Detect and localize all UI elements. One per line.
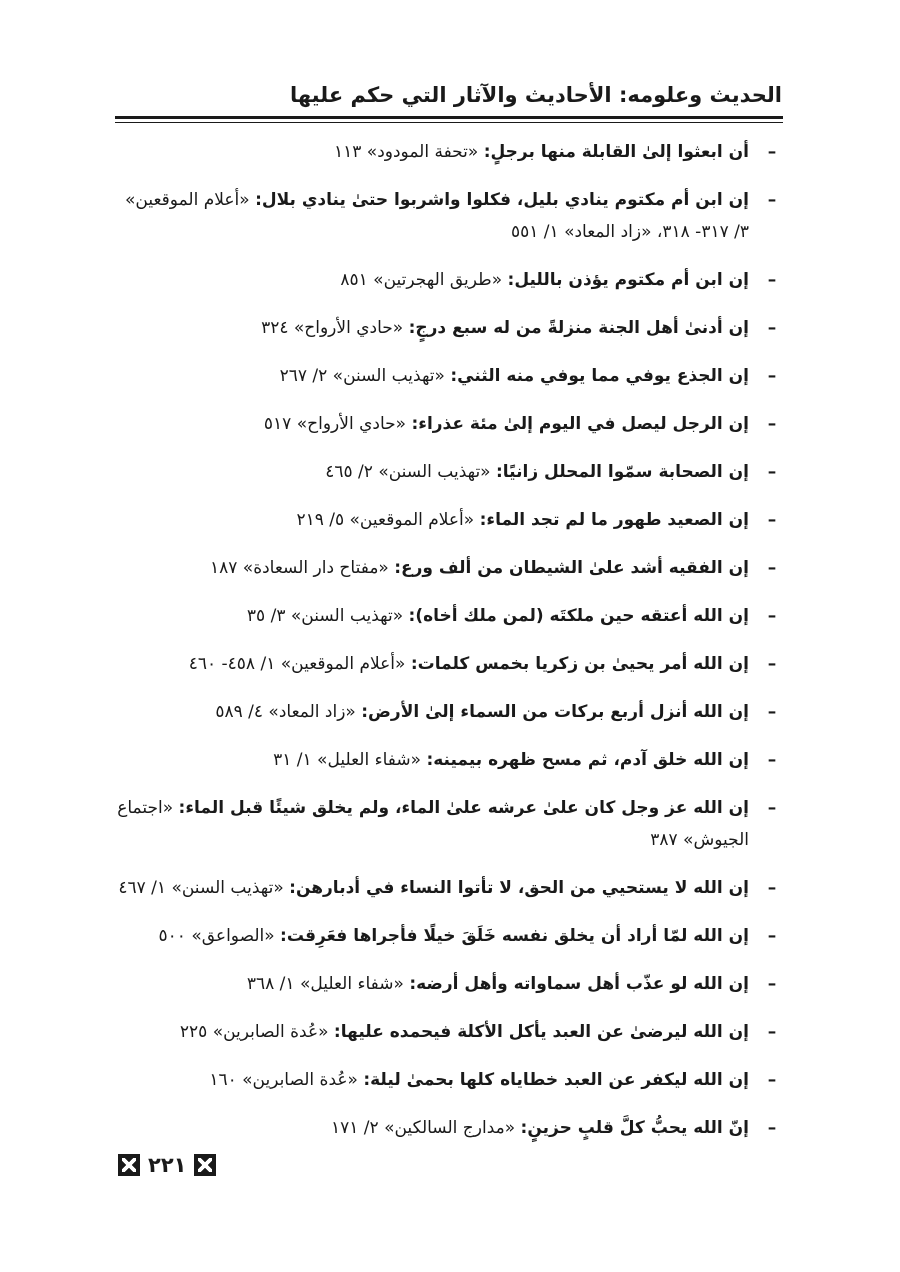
dash-marker: –	[767, 510, 777, 530]
ornament-left-icon	[118, 1154, 140, 1176]
list-item	[113, 504, 783, 536]
dash-marker: –	[767, 414, 777, 434]
list-item	[113, 968, 783, 1000]
dash-marker: –	[767, 270, 777, 290]
list-item	[113, 184, 783, 248]
list-item	[113, 1016, 783, 1048]
source-reference: «عُدة الصابرين» ١٦٠	[209, 1070, 358, 1090]
hadith-index-list	[113, 136, 783, 1160]
dash-marker: –	[767, 798, 777, 818]
source-reference: «تحفة المودود» ١١٣	[333, 142, 479, 162]
list-item	[113, 648, 783, 680]
list-item	[113, 408, 783, 440]
source-reference: «اجتماع الجيوش» ٣٨٧	[117, 798, 749, 850]
source-reference: «حادي الأرواح» ٥١٧	[263, 414, 407, 434]
dash-marker: –	[767, 1022, 777, 1042]
source-reference: «شفاء العليل» ١/ ٣٦٨	[246, 974, 404, 994]
dash-marker: –	[767, 462, 777, 482]
list-item	[113, 744, 783, 776]
list-item	[113, 872, 783, 904]
dash-marker: –	[767, 190, 777, 210]
source-reference: «عُدة الصابرين» ٢٢٥	[179, 1022, 329, 1042]
header-rule-thick	[115, 116, 783, 119]
source-reference: «مدارج السالكين» ٢/ ١٧١	[331, 1118, 516, 1138]
hadith-text: إن الله عز وجل كان علىٰ عرشه علىٰ الماء، ولم يخلق شيئًا قبل الماء:	[178, 798, 749, 818]
dash-marker: –	[767, 974, 777, 994]
source-reference: «حادي الأرواح» ٣٢٤	[261, 318, 404, 338]
hadith-text: إن ابن أم مكتوم يؤذن بالليل:	[507, 270, 749, 290]
hadith-text: إن الرجل ليصل في اليوم إلىٰ مئة عذراء:	[411, 414, 749, 434]
dash-marker: –	[767, 366, 777, 386]
source-reference: «زاد المعاد» ٤/ ٥٨٩	[215, 702, 356, 722]
list-item	[113, 312, 783, 344]
list-item	[113, 1064, 783, 1096]
source-reference: «تهذيب السنن» ٣/ ٣٥	[246, 606, 404, 626]
source-reference: «طريق الهجرتين» ٨٥١	[340, 270, 503, 290]
hadith-text: إن الله لو عذّب أهل سماواته وأهل أرضه:	[409, 974, 749, 994]
hadith-text: إن الله ليرضىٰ عن العبد يأكل الأكلة فيحمده عليها:	[333, 1022, 749, 1042]
dash-marker: –	[767, 1118, 777, 1138]
hadith-text: إن الفقيه أشد علىٰ الشيطان من ألف ورع:	[394, 558, 749, 578]
hadith-text: إن الجذع يوفي مما يوفي منه الثني:	[450, 366, 749, 386]
page-number: ٢٢١	[148, 1153, 187, 1177]
source-reference: «أعلام الموقعين» ١/ ٤٥٨- ٤٦٠	[188, 654, 406, 674]
hadith-text: إنّ الله يحبُّ كلَّ قلبٍ حزينٍ:	[520, 1118, 749, 1138]
hadith-text: إن أدنىٰ أهل الجنة منزلةً من له سبع درجٍ:	[408, 318, 749, 338]
dash-marker: –	[767, 1070, 777, 1090]
hadith-text: إن الله أمر يحيىٰ بن زكريا بخمس كلمات:	[410, 654, 749, 674]
list-item	[113, 1112, 783, 1144]
dash-marker: –	[767, 606, 777, 626]
hadith-text: إن الله ليكفر عن العبد خطاياه كلها بحمىٰ ليلة:	[363, 1070, 749, 1090]
dash-marker: –	[767, 142, 777, 162]
source-reference: «أعلام الموقعين» ٣/ ٣١٧- ٣١٨، «زاد المعاد» ١/ ٥٥١	[125, 190, 749, 242]
dash-marker: –	[767, 702, 777, 722]
hadith-text: إن الله لمّا أراد أن يخلق نفسه خَلَقَ خيلًا فأجراها فعَرِقت:	[280, 926, 749, 946]
source-reference: «شفاء العليل» ١/ ٣١	[273, 750, 422, 770]
hadith-text: إن الله لا يستحيي من الحق، لا تأتوا النساء في أدبارهن:	[289, 878, 749, 898]
source-reference: «تهذيب السنن» ٢/ ٤٦٥	[325, 462, 491, 482]
ornament-right-icon	[194, 1154, 216, 1176]
running-header: الحديث وعلومه: الأحاديث والآثار التي حكم عليها	[289, 83, 782, 107]
dash-marker: –	[767, 926, 777, 946]
source-reference: «الصواعق» ٥٠٠	[158, 926, 275, 946]
list-item	[113, 456, 783, 488]
hadith-text: إن الله خلق آدم، ثم مسح ظهره بيمينه:	[426, 750, 749, 770]
hadith-text: إن الله أعتقه حين ملكتَه (لمن ملك أخاه):	[408, 606, 749, 626]
source-reference: «تهذيب السنن» ٢/ ٢٦٧	[279, 366, 445, 386]
hadith-text: إن الصعيد طهور ما لم تجد الماء:	[479, 510, 749, 530]
header-rule-thin	[115, 122, 783, 123]
dash-marker: –	[767, 654, 777, 674]
dash-marker: –	[767, 558, 777, 578]
list-item	[113, 920, 783, 952]
source-reference: «تهذيب السنن» ١/ ٤٦٧	[118, 878, 284, 898]
list-item	[113, 264, 783, 296]
hadith-text: إن الله أنزل أربع بركات من السماء إلىٰ الأرض:	[361, 702, 749, 722]
hadith-text: إن الصحابة سمّوا المحلل زانيًا:	[496, 462, 749, 482]
list-item	[113, 136, 783, 168]
page-footer	[118, 1153, 216, 1177]
hadith-text: أن ابعثوا إلىٰ القابلة منها برجلٍ:	[483, 142, 749, 162]
dash-marker: –	[767, 750, 777, 770]
list-item	[113, 696, 783, 728]
hadith-text: إن ابن أم مكتوم ينادي بليل، فكلوا واشربوا حتىٰ ينادي بلال:	[255, 190, 749, 210]
list-item	[113, 600, 783, 632]
list-item	[113, 552, 783, 584]
list-item	[113, 792, 783, 856]
source-reference: «مفتاح دار السعادة» ١٨٧	[209, 558, 389, 578]
list-item	[113, 360, 783, 392]
source-reference: «أعلام الموقعين» ٥/ ٢١٩	[296, 510, 475, 530]
dash-marker: –	[767, 318, 777, 338]
dash-marker: –	[767, 878, 777, 898]
